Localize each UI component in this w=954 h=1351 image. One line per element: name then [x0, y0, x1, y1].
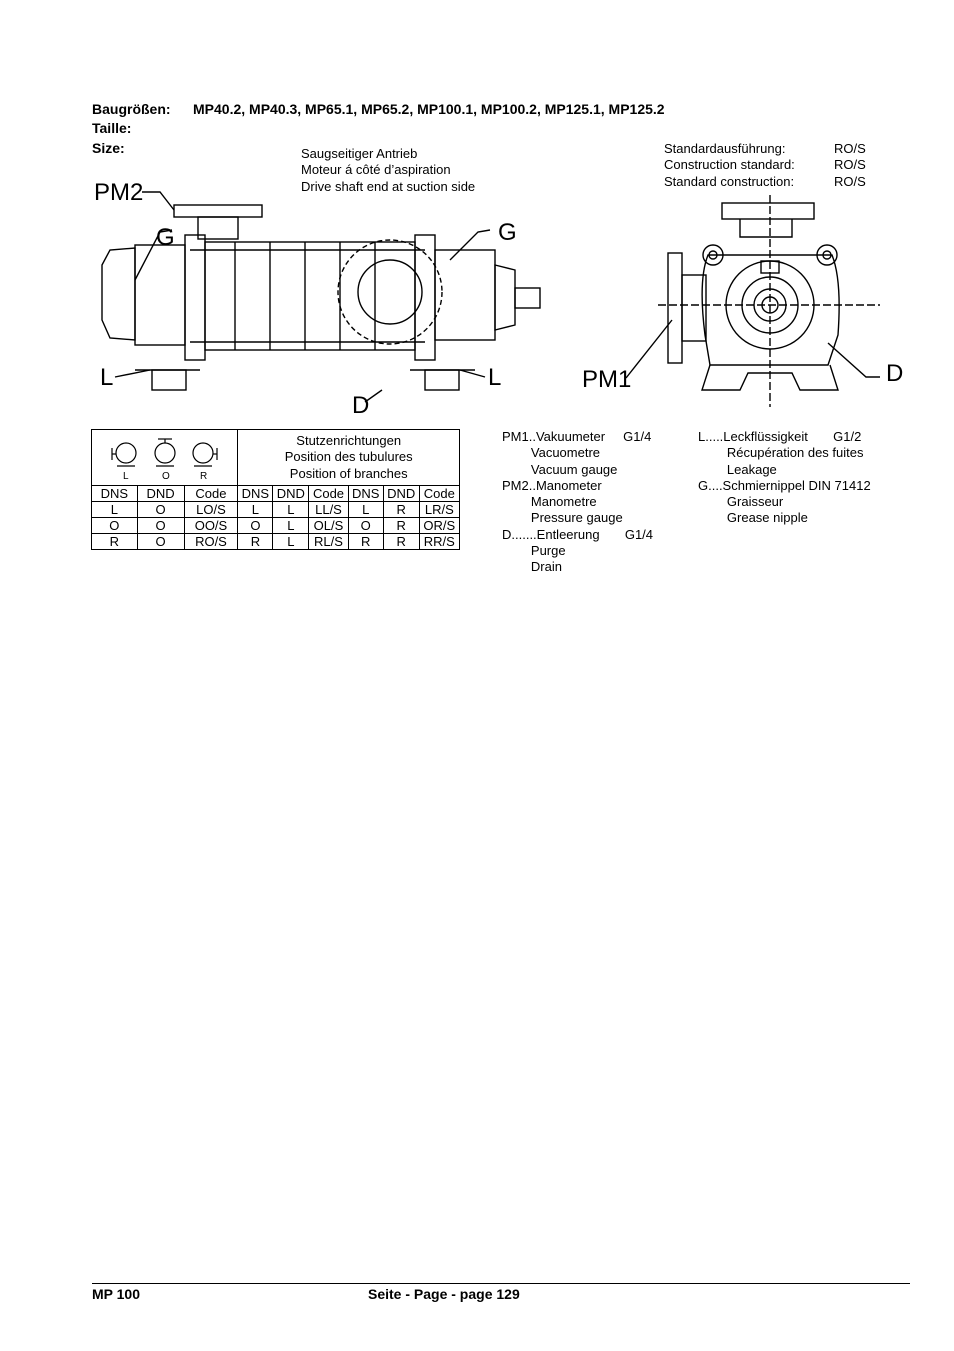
standard-row-fr: Construction standard: RO/S [664, 157, 866, 173]
column-header: DNS [92, 486, 138, 502]
table-cell: R [348, 534, 383, 550]
label-pm2: PM2 [94, 179, 144, 206]
legend-line: Graisseur [698, 494, 784, 510]
table-column-header-row [92, 486, 460, 502]
table-cell: R [383, 518, 419, 534]
icon-label-o: O [161, 471, 170, 482]
column-header: DNS [348, 486, 383, 502]
legend-leakage-grease [698, 429, 871, 527]
table-cell: L [348, 502, 383, 518]
table-title-cell [238, 430, 460, 486]
table-cell: O [238, 518, 273, 534]
label-d-side: D [352, 392, 370, 419]
table-cell: O [137, 518, 184, 534]
legend-line: D.......Entleerung G1/4 [502, 526, 654, 542]
legend-line: PM2..Manometer [502, 477, 602, 493]
legend-line: Purge [502, 543, 566, 559]
label-g-right: G [498, 219, 517, 246]
pump-side-view-drawing [90, 170, 560, 420]
table-cell: OO/S [184, 518, 238, 534]
table-row [92, 502, 460, 518]
legend-line: L.....Leckflüssigkeit G1/2 [698, 429, 862, 444]
label-l-left: L [100, 364, 114, 391]
branch-position-table [91, 429, 460, 550]
column-header: Code [309, 486, 348, 502]
drive-caption-de: Saugseitiger Antrieb [301, 146, 418, 161]
column-header: DNS [238, 486, 273, 502]
legend-line: Vacuometre [502, 445, 601, 461]
column-header: Code [419, 486, 459, 502]
legend-line: Grease nipple [698, 510, 808, 526]
drive-caption-en: Drive shaft end at suction side [301, 178, 476, 194]
table-cell: O [137, 502, 184, 518]
footer-page-number: Seite - Page - page 129 [368, 1286, 520, 1302]
header-size-label-fr: Taille: [92, 120, 132, 136]
table-cell: LL/S [309, 502, 348, 518]
table-cell: L [92, 502, 138, 518]
legend-line: Manometre [502, 494, 597, 510]
column-header: DND [273, 486, 309, 502]
label-l-right: L [488, 364, 502, 391]
legend-line: Récupération des fuites [698, 445, 864, 461]
legend-line: Drain [502, 559, 562, 575]
legend-gauges [502, 429, 653, 576]
icon-label-l: L [122, 471, 129, 482]
legend-line: G....Schmiernippel DIN 71412 [698, 477, 871, 493]
table-cell: LO/S [184, 502, 238, 518]
header-size-label-en: Size: [92, 140, 125, 156]
table-row [92, 518, 460, 534]
orientation-icons-cell [92, 430, 238, 486]
pump-front-view-drawing [580, 195, 910, 410]
table-cell: RR/S [419, 534, 459, 550]
table-cell: O [137, 534, 184, 550]
column-header: Code [184, 486, 238, 502]
table-cell: LR/S [419, 502, 459, 518]
table-row [92, 534, 460, 550]
drive-caption-fr: Moteur á côté d’aspiration [301, 162, 451, 178]
table-cell: R [92, 534, 138, 550]
header-size-label-de: Baugrößen: [92, 101, 171, 117]
table-cell: O [348, 518, 383, 534]
table-cell: R [238, 534, 273, 550]
column-header: DND [137, 486, 184, 502]
icon-label-r: R [199, 471, 207, 482]
table-cell: O [92, 518, 138, 534]
table-cell: L [273, 518, 309, 534]
footer-divider [92, 1283, 910, 1284]
standard-block [664, 141, 866, 190]
table-title-de: Stutzenrichtungen [296, 432, 402, 448]
standard-row-en: Standard construction: RO/S [664, 173, 866, 189]
table-title-fr: Position des tubulures [284, 449, 413, 465]
legend-line: PM1..Vakuumeter G1/4 [502, 429, 652, 444]
table-cell: L [273, 502, 309, 518]
label-g-left: G [156, 224, 175, 251]
legend-line: Pressure gauge [502, 510, 623, 526]
orientation-icons [106, 430, 224, 482]
table-cell: OR/S [419, 518, 459, 534]
table-cell: L [238, 502, 273, 518]
label-pm1: PM1 [582, 366, 632, 393]
table-cell: L [273, 534, 309, 550]
header-models: MP40.2, MP40.3, MP65.1, MP65.2, MP100.1, MP100.2, MP125.1, MP125.2 [193, 101, 665, 117]
label-d-front: D [886, 360, 904, 387]
table-cell: R [383, 502, 419, 518]
legend-line: Leakage [698, 461, 777, 477]
standard-row-de: Standardausführung: RO/S [664, 141, 866, 156]
table-cell: OL/S [309, 518, 348, 534]
table-cell: RO/S [184, 534, 238, 550]
table-cell: RL/S [309, 534, 348, 550]
table-title-en: Position of branches [289, 465, 408, 481]
legend-line: Vacuum gauge [502, 461, 618, 477]
table-header-row [92, 430, 460, 486]
column-header: DND [383, 486, 419, 502]
table-cell: R [383, 534, 419, 550]
footer-product: MP 100 [92, 1286, 140, 1302]
